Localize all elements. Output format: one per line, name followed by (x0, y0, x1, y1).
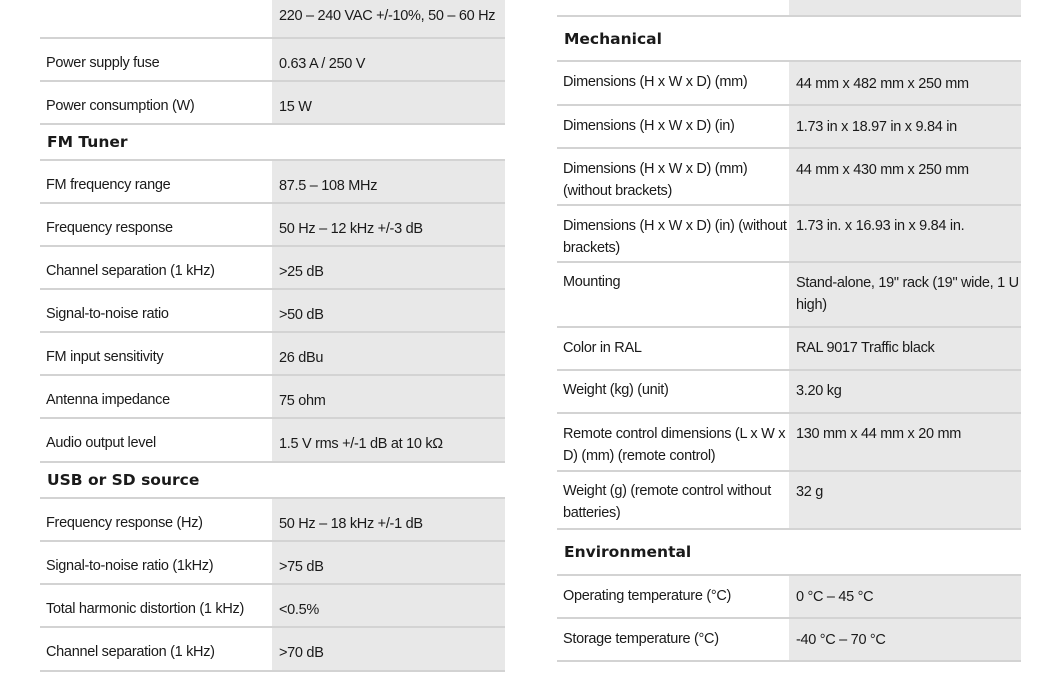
spec-label: Mounting (563, 274, 621, 290)
spec-value: 0.63 A / 250 V (272, 39, 505, 80)
spec-label: Dimensions (H x W x D) (mm) (without brackets) (563, 161, 748, 199)
table-row (557, 206, 1021, 263)
spec-value: RAL 9017 Traffic black (789, 328, 1021, 369)
spec-value: 44 mm x 430 mm x 250 mm (789, 149, 1021, 204)
spec-label: Channel separation (1 kHz) (46, 263, 215, 279)
spec-label: Total harmonic distortion (1 kHz) (46, 601, 245, 617)
table-row (40, 542, 505, 585)
table-row (557, 62, 1021, 106)
spec-value: 44 mm x 482 mm x 250 mm (789, 62, 1021, 104)
spec-table-left (40, 0, 505, 672)
table-row (40, 290, 505, 333)
table-row (40, 82, 505, 125)
spec-label: Weight (g) (remote control without batteries) (563, 483, 771, 521)
table-row (40, 628, 505, 672)
spec-label: Power consumption (W) (46, 98, 195, 114)
table-row (40, 499, 505, 542)
spec-value: 130 mm x 44 mm x 20 mm (789, 414, 1021, 470)
table-row (557, 371, 1021, 414)
table-row (557, 576, 1021, 619)
table-row (557, 328, 1021, 371)
section-heading-environmental: Environmental (557, 530, 1021, 576)
spec-label: Dimensions (H x W x D) (in) (without brackets) (563, 218, 787, 256)
spec-value: 50 Hz – 12 kHz +/-3 dB (272, 204, 505, 245)
table-row (557, 0, 1021, 17)
section-heading-fm-tuner: FM Tuner (40, 125, 505, 161)
table-row (40, 247, 505, 290)
spec-value: 50 Hz – 18 kHz +/-1 dB (272, 499, 505, 540)
table-row (557, 149, 1021, 206)
spec-value: 15 W (272, 82, 505, 123)
spec-value: >50 dB (272, 290, 505, 331)
spec-label: Color in RAL (563, 340, 642, 356)
table-row (40, 0, 505, 39)
spec-value: 220 – 240 VAC +/-10%, 50 – 60 Hz (272, 0, 505, 37)
spec-label (40, 0, 272, 37)
table-row (40, 585, 505, 628)
spec-label: Operating temperature (°C) (563, 588, 732, 604)
spec-value: >70 dB (272, 628, 505, 670)
spec-label: FM frequency range (46, 177, 171, 193)
table-row (557, 414, 1021, 472)
spec-label: Antenna impedance (46, 392, 170, 408)
section-heading-usb-sd: USB or SD source (40, 463, 505, 499)
spec-label: Frequency response (46, 220, 173, 236)
spec-label: Signal-to-noise ratio (46, 306, 169, 322)
table-row (557, 106, 1021, 149)
spec-label: Dimensions (H x W x D) (mm) (563, 74, 748, 90)
spec-value: 3.20 kg (789, 371, 1021, 412)
spec-value (789, 0, 1021, 15)
spec-value: -40 °C – 70 °C (789, 619, 1021, 660)
table-row (40, 376, 505, 419)
spec-label: Remote control dimensions (L x W x D) (mm) (remote control) (563, 426, 786, 464)
spec-value: 75 ohm (272, 376, 505, 417)
spec-label (557, 0, 789, 15)
spec-value: 1.73 in x 18.97 in x 9.84 in (789, 106, 1021, 147)
spec-value: 1.73 in. x 16.93 in x 9.84 in. (789, 206, 1021, 261)
table-row (557, 472, 1021, 530)
spec-value: >75 dB (272, 542, 505, 583)
table-row (557, 263, 1021, 328)
section-heading-mechanical: Mechanical (557, 17, 1021, 62)
spec-value: Stand-alone, 19" rack (19" wide, 1 U high) (789, 263, 1021, 326)
table-row (40, 39, 505, 82)
spec-value: 26 dBu (272, 333, 505, 374)
table-row (40, 204, 505, 247)
spec-value: 0 °C – 45 °C (789, 576, 1021, 617)
spec-label: Frequency response (Hz) (46, 515, 203, 531)
table-row (557, 619, 1021, 662)
table-row (40, 161, 505, 204)
spec-value: >25 dB (272, 247, 505, 288)
spec-value: <0.5% (272, 585, 505, 626)
spec-value: 32 g (789, 472, 1021, 528)
spec-table-right (557, 0, 1021, 662)
spec-value: 87.5 – 108 MHz (272, 161, 505, 202)
spec-label: FM input sensitivity (46, 349, 164, 365)
spec-label: Weight (kg) (unit) (563, 382, 669, 398)
spec-value: 1.5 V rms +/-1 dB at 10 kΩ (272, 419, 505, 461)
spec-label: Signal-to-noise ratio (1kHz) (46, 558, 214, 574)
table-row (40, 419, 505, 463)
spec-label: Power supply fuse (46, 55, 160, 71)
spec-label: Channel separation (1 kHz) (46, 644, 215, 660)
table-row (40, 333, 505, 376)
spec-label: Storage temperature (°C) (563, 631, 719, 647)
spec-label: Dimensions (H x W x D) (in) (563, 118, 735, 134)
spec-label: Audio output level (46, 435, 156, 451)
